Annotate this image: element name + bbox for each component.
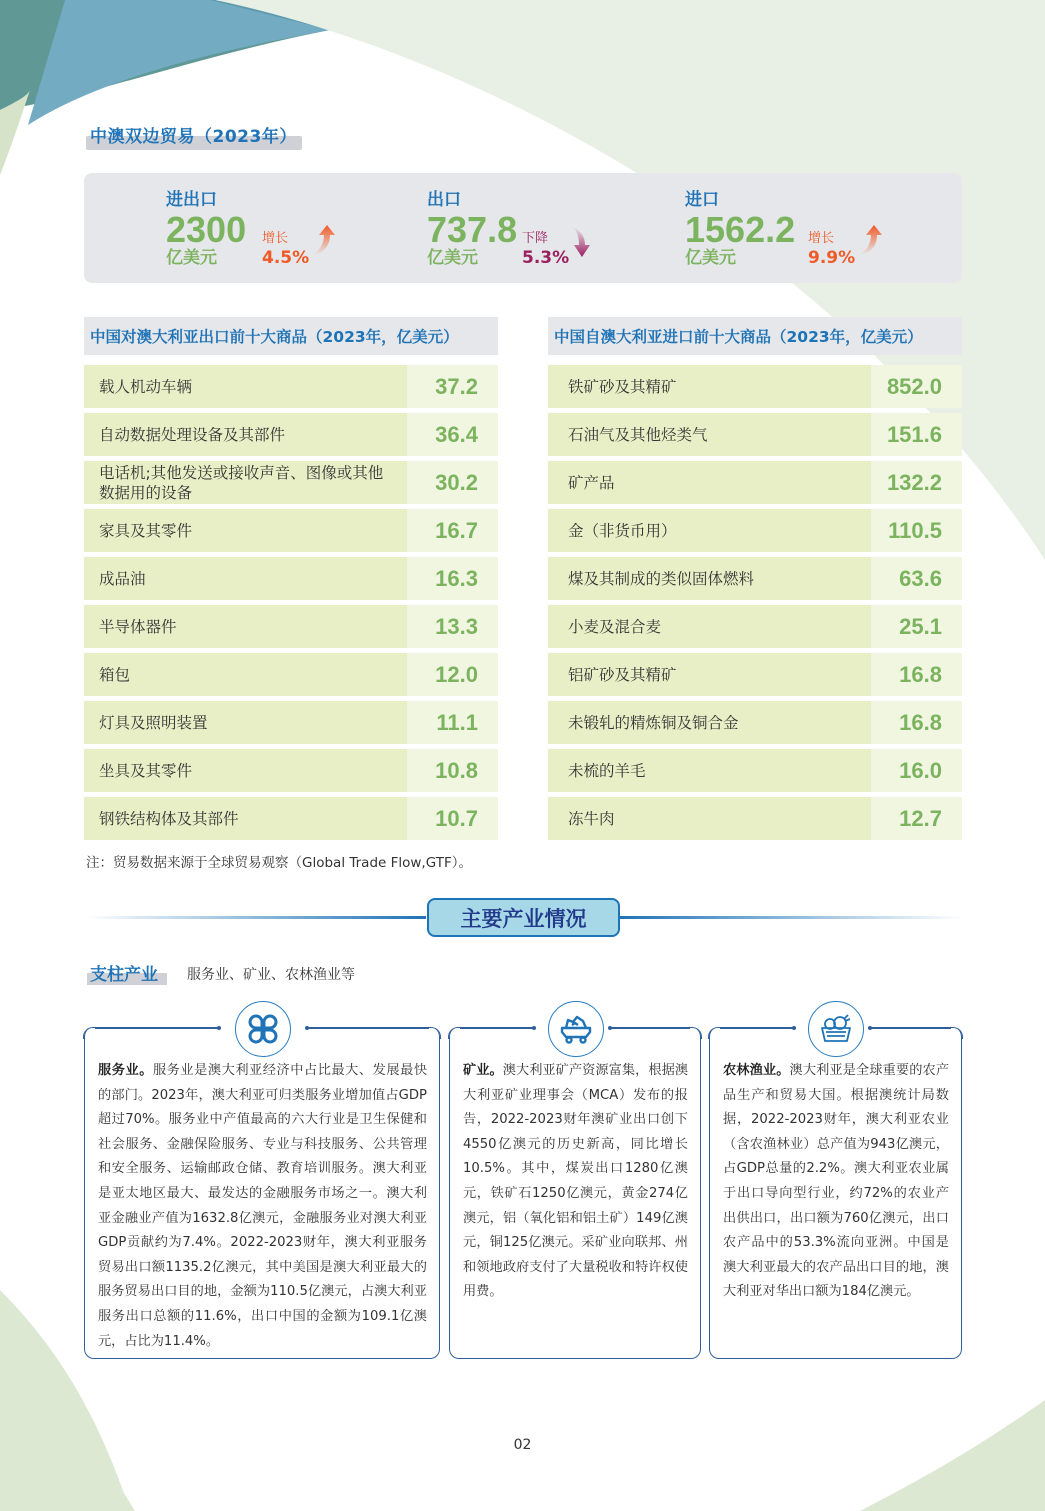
- export-top10-table: [84, 317, 498, 840]
- commodity-name: 石油气及其他烃类气: [548, 413, 871, 456]
- commodity-name: 家具及其零件: [84, 509, 407, 552]
- commodity-value: 12.7: [871, 797, 962, 840]
- kpi-value: 2300: [166, 209, 247, 250]
- commodity-value: 12.0: [407, 653, 498, 696]
- commodity-name: 成品油: [84, 557, 407, 600]
- change-percent: 9.9%: [808, 248, 856, 268]
- commodity-value: 852.0: [871, 365, 962, 408]
- commodity-value: 13.3: [407, 605, 498, 648]
- kpi-unit: 亿美元: [427, 248, 478, 268]
- card-body: 澳大利亚是全球重要的农产品生产和贸易大国。根据澳统计局数据，2022-2023财年，澳大利亚农业（含农渔林业）总产值为943亿澳元，占GDP总量的2.2%。澳大利亚农业属于出口导向型行业，约72%的农业产出供出口，出口额为760亿澳元，出口农产品中的53.3%流向亚洲。中国是澳大利亚最大的农产品出口目的地，澳大利亚对华出口额为184亿澳元。: [723, 1063, 950, 1300]
- commodity-value: 16.8: [871, 653, 962, 696]
- kpi-change: [262, 227, 309, 268]
- commodity-value: 25.1: [871, 605, 962, 648]
- commodity-value: 63.6: [871, 557, 962, 600]
- table-row: [548, 797, 962, 840]
- table-row: [84, 605, 498, 648]
- commodity-name: 箱包: [84, 653, 407, 696]
- trend-up-arrow-icon: [857, 223, 883, 257]
- change-direction-label: 增长: [262, 231, 289, 246]
- table-row: [548, 557, 962, 600]
- divider-line-left: [84, 916, 426, 919]
- commodity-value: 16.8: [871, 701, 962, 744]
- kpi-import: [685, 185, 856, 268]
- table-row: [548, 605, 962, 648]
- kpi-value: 737.8: [427, 209, 518, 250]
- services-industry-card: [84, 1027, 440, 1359]
- change-direction-label: 增长: [808, 231, 835, 246]
- commodity-name: 冻牛肉: [548, 797, 871, 840]
- kpi-total-trade: [166, 185, 310, 268]
- commodity-name: 铝矿砂及其精矿: [548, 653, 871, 696]
- divider-line-right: [619, 916, 964, 919]
- industry-section-title: 主要产业情况: [427, 898, 620, 937]
- table-row: [84, 701, 498, 744]
- kpi-label: 出口: [427, 190, 461, 210]
- trade-section-title: 中澳双边贸易（2023年）: [86, 122, 293, 150]
- commodity-name: 载人机动车辆: [84, 365, 407, 408]
- table-row: [548, 365, 962, 408]
- page-number: 02: [513, 1437, 532, 1453]
- table-row: [84, 365, 498, 408]
- card-text: [463, 1059, 688, 1305]
- card-text: [723, 1059, 949, 1305]
- change-percent: 4.5%: [262, 248, 310, 268]
- mining-industry-card: [449, 1027, 701, 1359]
- commodity-name: 钢铁结构体及其部件: [84, 797, 407, 840]
- commodity-value: 10.7: [407, 797, 498, 840]
- change-percent: 5.3%: [522, 248, 570, 268]
- change-direction-label: 下降: [522, 231, 549, 246]
- kpi-unit: 亿美元: [166, 248, 217, 268]
- table-row: [548, 749, 962, 792]
- card-heading: 服务业。: [98, 1063, 153, 1078]
- pillar-industry-label: 支柱产业: [87, 960, 155, 985]
- trend-up-arrow-icon: [310, 223, 336, 257]
- commodity-name: 矿产品: [548, 461, 871, 504]
- import-top10-table: [548, 317, 962, 840]
- table-row: [548, 701, 962, 744]
- commodity-value: 151.6: [871, 413, 962, 456]
- table-title: 中国自澳大利亚进口前十大商品（2023年，亿美元）: [548, 317, 962, 355]
- commodity-name: 坐具及其零件: [84, 749, 407, 792]
- commodity-value: 132.2: [871, 461, 962, 504]
- table-row: [84, 749, 498, 792]
- commodity-name: 铁矿砂及其精矿: [548, 365, 871, 408]
- table-row: [84, 653, 498, 696]
- pillar-industry-description: 服务业、矿业、农林渔业等: [187, 967, 355, 983]
- kpi-change: [522, 227, 569, 268]
- commodity-value: 37.2: [407, 365, 498, 408]
- table-row: [84, 557, 498, 600]
- agriculture-industry-card: [709, 1027, 962, 1359]
- table-row: [548, 461, 962, 504]
- table-row: [548, 653, 962, 696]
- commodity-name: 未锻轧的精炼铜及铜合金: [548, 701, 871, 744]
- kpi-export: [427, 185, 570, 268]
- table-title: 中国对澳大利亚出口前十大商品（2023年，亿美元）: [84, 317, 498, 355]
- table-row: [84, 461, 498, 504]
- card-text: [98, 1059, 427, 1354]
- table-row: [548, 509, 962, 552]
- table-row: [84, 509, 498, 552]
- card-body: 澳大利亚矿产资源富集，根据澳大利亚矿业理事会（MCA）发布的报告，2022-2023财年澳矿业出口创下4550亿澳元的历史新高，同比增长10.5%。其中，煤炭出口1280亿澳元，铁矿石1250亿澳元，黄金274亿澳元，铝（氧化铝和铝土矿）149亿澳元，铜125亿澳元。采矿业向联邦、州和领地政府支付了大量税收和特许权使用费。: [463, 1063, 689, 1300]
- commodity-value: 36.4: [407, 413, 498, 456]
- commodity-name: 自动数据处理设备及其部件: [84, 413, 407, 456]
- trend-down-arrow-icon: [569, 225, 595, 259]
- produce-basket-icon: [808, 1001, 864, 1057]
- clover-icon: [235, 1001, 291, 1057]
- commodity-name: 灯具及照明装置: [84, 701, 407, 744]
- commodity-name: 煤及其制成的类似固体燃料: [548, 557, 871, 600]
- commodity-value: 30.2: [407, 461, 498, 504]
- commodity-value: 11.1: [407, 701, 498, 744]
- commodity-name: 金（非货币用）: [548, 509, 871, 552]
- data-source-note: 注：贸易数据来源于全球贸易观察（Global Trade Flow,GTF）。: [86, 855, 472, 871]
- kpi-label: 进口: [685, 190, 719, 210]
- card-heading: 农林渔业。: [723, 1063, 790, 1078]
- commodity-value: 10.8: [407, 749, 498, 792]
- commodity-value: 110.5: [871, 509, 962, 552]
- commodity-name: 未梳的羊毛: [548, 749, 871, 792]
- kpi-change: [808, 227, 855, 268]
- table-row: [84, 413, 498, 456]
- kpi-unit: 亿美元: [685, 248, 736, 268]
- mine-cart-icon: [548, 1001, 604, 1057]
- table-row: [548, 413, 962, 456]
- commodity-value: 16.7: [407, 509, 498, 552]
- card-heading: 矿业。: [463, 1063, 503, 1078]
- commodity-name: 电话机;其他发送或接收声音、图像或其他数据用的设备: [84, 461, 407, 504]
- commodity-value: 16.0: [871, 749, 962, 792]
- kpi-panel: [84, 173, 962, 283]
- commodity-value: 16.3: [407, 557, 498, 600]
- card-body: 服务业是澳大利亚经济中占比最大、发展最快的部门。2023年，澳大利亚可归类服务业增加值占GDP超过70%。服务业中产值最高的六大行业是卫生保健和社会服务、金融保险服务、专业与科技服务、公共管理和安全服务、运输邮政仓储、教育培训服务。澳大利亚是亚太地区最大、最发达的金融服务市场之一。澳大利亚金融业产值为1632.8亿澳元，金融服务业对澳大利亚GDP贡献约为7.4%。2022-2023财年，澳大利亚服务贸易出口额1135.2亿澳元，其中美国是澳大利亚最大的服务贸易出口目的地，金额为110.5亿澳元，占澳大利亚服务出口总额的11.6%，出口中国的金额为109.1亿澳元，占比为11.4%。: [98, 1063, 428, 1349]
- kpi-value: 1562.2: [685, 209, 796, 250]
- commodity-name: 半导体器件: [84, 605, 407, 648]
- commodity-name: 小麦及混合麦: [548, 605, 871, 648]
- table-row: [84, 797, 498, 840]
- kpi-label: 进出口: [166, 190, 217, 210]
